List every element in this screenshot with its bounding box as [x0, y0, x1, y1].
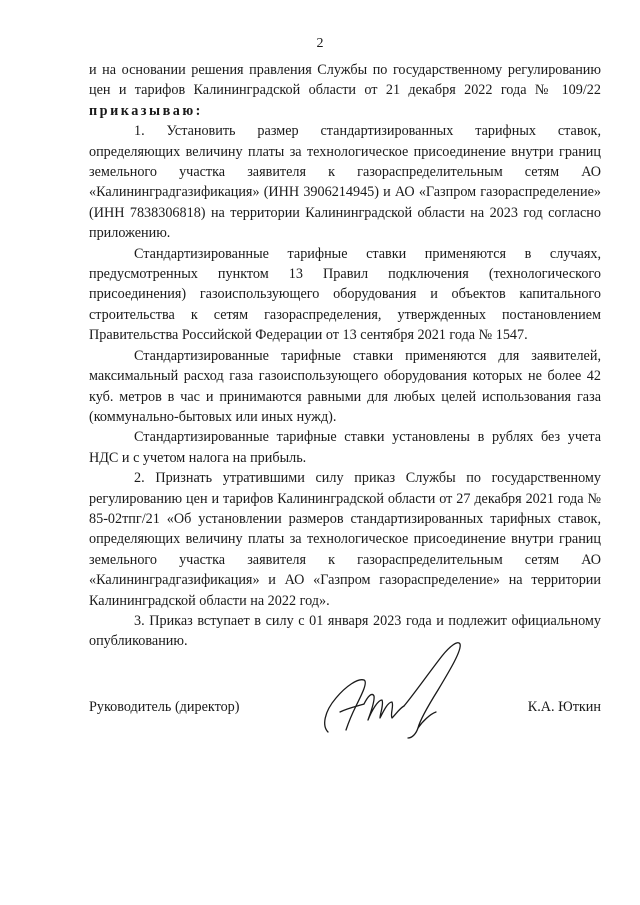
paragraph-vat: Стандартизированные тарифные ставки установлены в рублях без учета НДС и с учетом налога на прибыль.: [89, 429, 601, 466]
handwritten-signature: [318, 634, 478, 744]
intro-text: и на основании решения правления Службы по государственному регулированию цен и тарифов Калининградской области от 21 декабря 2022 года № 109/22: [89, 62, 601, 99]
paragraph-application-cases: Стандартизированные тарифные ставки применяются в случаях, предусмотренных пунктом 13 Правил подключения (технологического присоединения) газоиспользующего оборудования и объектов капитального строительства к сетям газораспределения, утвержденных постановлением Правительства Российской Федерации от 13 сентября 2021 года № 1547.: [89, 245, 601, 344]
paragraph-item-2: 2. Признать утратившими силу приказ Службы по государственному регулированию цен и тарифов Калининградской области от 27 декабря 2021 года № 85-02тпг/21 «Об установлении размеров стандартизированных тарифных ставок, определяющих величину платы за технологическое присоединение внутри границ земельного участка заявителя к газораспределительным сетям АО «Калининградгазификация» и АО «Газпром газораспределение» на территории Калининградской области на 2022 год».: [89, 470, 601, 609]
signatory-role: Руководитель (директор): [89, 699, 240, 715]
signatory-name: К.А. Юткин: [527, 699, 601, 715]
intro-paragraph: [89, 60, 601, 121]
order-keyword: приказываю:: [89, 102, 203, 119]
page-number: 2: [316, 36, 324, 51]
paragraph-item-3: 3. Приказ вступает в силу с 01 января 2023 года и подлежит официальному опубликованию.: [89, 612, 601, 650]
document-body: [89, 60, 601, 652]
paragraph-applicants: Стандартизированные тарифные ставки применяются для заявителей, максимальный расход газа газоиспользующего оборудования которых не более 42 куб. метров в час и принимаются равными для любых целей использования газа (коммунально-бытовых или иных нужд).: [89, 347, 601, 425]
paragraph-item-1: 1. Установить размер стандартизированных тарифных ставок, определяющих величину платы за технологическое присоединение внутри границ земельного участка заявителя к газораспределительным сетям АО «Калининградгазификация» (ИНН 3906214945) и АО «Газпром газораспределение» (ИНН 7838306818) на территории Калининградской области на 2023 год согласно приложению.: [89, 123, 601, 242]
